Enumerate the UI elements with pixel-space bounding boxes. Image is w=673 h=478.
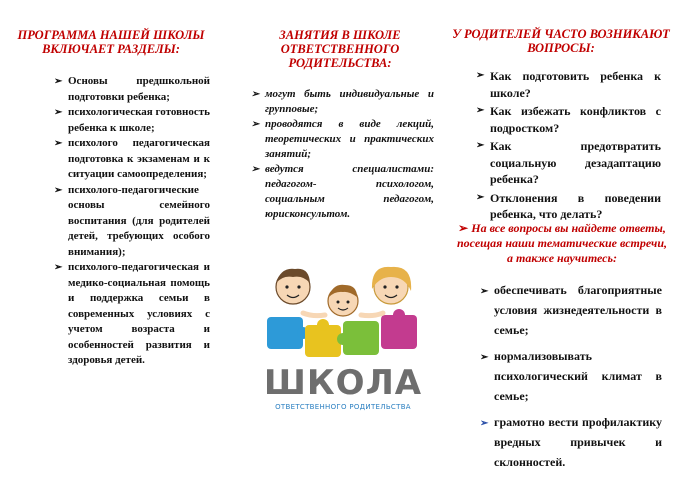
family-puzzle-icon	[253, 255, 433, 365]
column2-heading: ЗАНЯТИЯ В ШКОЛЕ ОТВЕТСТВЕННОГО РОДИТЕЛЬСТВА:	[279, 28, 401, 70]
logo-brand-text: ШКОЛА	[263, 363, 423, 403]
column1-heading: ПРОГРАММА НАШЕЙ ШКОЛЫ ВКЛЮЧАЕТ РАЗДЕЛЫ:	[17, 28, 205, 56]
list-item: ➢ Основы предшкольной подготовки ребенка;	[54, 75, 210, 103]
list-item: ➢ могут быть индивидуальные и групповые;	[251, 88, 434, 115]
arrowhead-bullet-icon: ➢	[476, 140, 485, 151]
program-list	[54, 74, 210, 369]
arrowhead-bullet-icon: ➢	[480, 286, 489, 297]
school-logo	[253, 255, 433, 435]
questions-list	[476, 68, 661, 225]
arrowhead-bullet-icon: ➢	[476, 105, 485, 116]
arrowhead-bullet-icon: ➢	[476, 70, 485, 81]
arrowhead-bullet-icon: ➢	[480, 418, 489, 429]
arrowhead-bullet-icon: ➢	[54, 262, 63, 273]
arrowhead-bullet-icon: ➢	[480, 352, 489, 363]
list-item: ➢ грамотно вести профилактику вредных привычек и склонностей.	[480, 415, 662, 469]
list-item: ➢ Отклонения в поведении ребенка, что делать?	[476, 190, 661, 221]
list-item: ➢ ведутся специалистами: педагогом- психологом, социальным педагогом, юрисконсультом.	[251, 163, 434, 220]
list-item: ➢ психологическая готовность ребенка к школе;	[54, 106, 210, 134]
answer-bullet-icon: ➢	[458, 221, 472, 235]
arrowhead-bullet-icon: ➢	[54, 107, 63, 118]
arrowhead-bullet-icon: ➢	[251, 119, 260, 130]
arrowhead-bullet-icon: ➢	[54, 138, 63, 149]
column3-heading: У РОДИТЕЛЕЙ ЧАСТО ВОЗНИКАЮТ ВОПРОСЫ:	[452, 27, 670, 55]
skills-list	[480, 280, 662, 478]
arrowhead-bullet-icon: ➢	[54, 76, 63, 87]
arrowhead-bullet-icon: ➢	[476, 191, 485, 203]
list-item: ➢ проводятся в виде лекций, теоретических и практических занятий;	[251, 118, 434, 160]
classes-list	[251, 87, 434, 222]
arrowhead-bullet-icon: ➢	[251, 164, 260, 175]
list-item: ➢ психолого-педагогические основы семейного воспитания (для родителей детей, требующих особого внимания);	[54, 183, 210, 258]
list-item: ➢ обеспечивать благоприятные условия жизнедеятельности в семье;	[480, 283, 662, 337]
list-item: ➢ Как предотвратить социальную дезадаптацию ребенка?	[476, 139, 661, 186]
list-item: ➢ психолого-педагогическая и медико-социальная помощь и поддержка семьи в современных условиях с учетом возраста и особенностей развития и здоровья детей.	[54, 261, 210, 366]
list-item: ➢ Как избежать конфликтов с подростком?	[476, 104, 661, 135]
list-item: ➢ Как подготовить ребенка к школе?	[476, 69, 661, 100]
arrowhead-bullet-icon: ➢	[54, 184, 63, 196]
logo-tagline: ОТВЕТСТВЕННОГО РОДИТЕЛЬСТВА	[275, 403, 411, 411]
answer-note: ➢ На все вопросы вы найдете ответы, посещая наши тематические встречи, а также научитесь:	[457, 221, 667, 265]
list-item: ➢ психолого педагогическая подготовка к экзаменам и к ситуации самоопределения;	[54, 137, 210, 180]
list-item: ➢ нормализовывать психологический климат в семье;	[480, 349, 662, 403]
arrowhead-bullet-icon: ➢	[251, 89, 260, 100]
